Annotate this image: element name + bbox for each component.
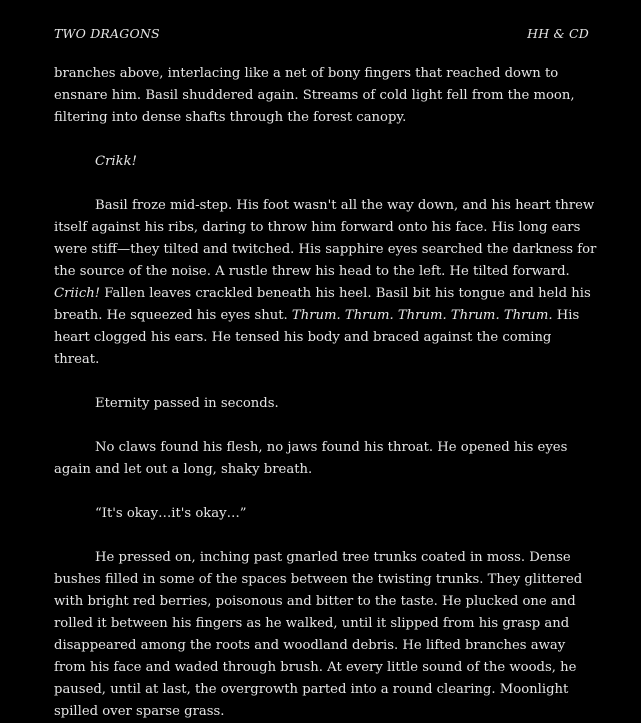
sound-thrum: Thrum. Thrum. Thrum. Thrum. Thrum. bbox=[291, 308, 553, 323]
paragraph-eternity: Eternity passed in seconds. bbox=[95, 396, 279, 411]
running-header bbox=[54, 26, 589, 44]
paragraph-basil-froze-part3: His heart clogged his ears. He tensed his body and braced against the coming threat. bbox=[54, 308, 580, 367]
paragraph-dialogue: “It's okay…it's okay…” bbox=[95, 506, 247, 521]
paragraph-continuation: branches above, interlacing like a net of bony fingers that reached down to ensnare him. Basil shuddered again. Streams of cold light fell from the moon, filtering into dense shafts through the forest canopy. bbox=[54, 66, 575, 125]
page-body bbox=[54, 63, 597, 723]
sound-criich: Criich! bbox=[54, 286, 101, 301]
book-title: TWO DRAGONS bbox=[54, 26, 160, 41]
paragraph-no-claws: No claws found his flesh, no jaws found his throat. He opened his eyes again and let out a long, shaky breath. bbox=[54, 440, 568, 477]
book-authors: HH & CD bbox=[527, 26, 589, 41]
paragraph-basil-froze-part1: Basil froze mid-step. His foot wasn't all the way down, and his heart threw itself against his ribs, daring to throw him forward onto his face. His long ears were stiff—they tilted and twitched. His sapphire eyes searched the darkness for the source of the noise. A rustle threw his head to the left. He tilted forward. bbox=[54, 198, 597, 279]
paragraph-basil-froze-part2: Fallen leaves crackled beneath his heel. Basil bit his tongue and held his breath. He squeezed his eyes shut. bbox=[54, 286, 591, 323]
paragraph-basil-froze bbox=[54, 195, 597, 371]
paragraph-pressed-on: He pressed on, inching past gnarled tree trunks coated in moss. Dense bushes filled in some of the spaces between the twisting trunks. They glittered with bright red berries, poisonous and bitter to the taste. He plucked one and rolled it between his fingers as he walked, until it slipped from his grasp and disappeared among the roots and woodland debris. He lifted branches away from his face and waded through brush. At every little sound of the woods, he paused, until at last, the overgrowth parted into a round clearing. Moonlight spilled over sparse grass. bbox=[54, 550, 583, 719]
paragraph-sound-crikk: Crikk! bbox=[95, 154, 137, 169]
